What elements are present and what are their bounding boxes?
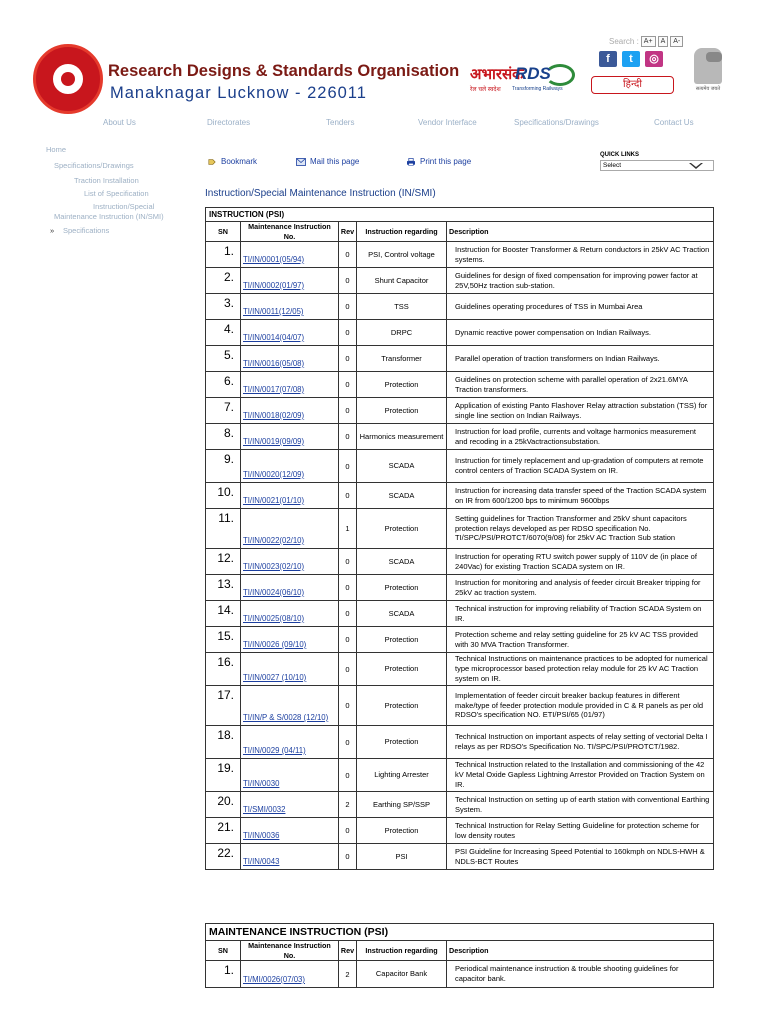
row-number-cell — [241, 320, 339, 346]
row-sn: 16. — [206, 653, 241, 686]
row-rev: 0 — [339, 601, 357, 627]
row-sn: 1. — [206, 961, 241, 988]
font-normal-button[interactable]: A — [658, 36, 669, 47]
chevron-down-icon — [689, 163, 703, 169]
row-sn: 1. — [206, 242, 241, 268]
row-number-cell — [241, 759, 339, 792]
main-nav — [0, 118, 768, 132]
national-emblem — [688, 48, 728, 96]
row-description: Guidelines for design of fixed compensation for improving power factor at 25V,50Hz traction sub-station. — [447, 268, 714, 294]
row-rev: 0 — [339, 268, 357, 294]
row-sn: 11. — [206, 509, 241, 549]
table-row — [206, 346, 714, 372]
table-row — [206, 294, 714, 320]
row-regarding: Protection — [357, 398, 447, 424]
nav-about-us[interactable]: About Us — [103, 118, 136, 127]
rdso-hindi: अभारसंक — [470, 66, 524, 83]
row-regarding: PSI, Control voltage — [357, 242, 447, 268]
instruction-link[interactable]: TI/IN/0020(12/09) — [243, 470, 305, 479]
row-number-cell — [241, 424, 339, 450]
instruction-link[interactable]: TI/IN/0036 — [243, 831, 280, 840]
instruction-link[interactable]: TI/MI/0026(07/03) — [243, 975, 305, 984]
row-regarding: Protection — [357, 372, 447, 398]
sidebar-item-instruction-special[interactable]: Instruction/Special — [93, 202, 155, 211]
row-rev: 0 — [339, 242, 357, 268]
table-row — [206, 653, 714, 686]
row-sn: 15. — [206, 627, 241, 653]
row-sn: 3. — [206, 294, 241, 320]
row-description: Implementation of feeder circuit breaker backup features in different make/type of feeder protection module provided in C & R panels as per old RDSO's specification NO. ETI/PSI/65 (01/97) — [447, 686, 714, 726]
row-rev: 0 — [339, 483, 357, 509]
instruction-link[interactable]: TI/IN/0026 (09/10) — [243, 640, 307, 649]
font-increase-button[interactable]: A+ — [641, 36, 656, 47]
row-rev: 1 — [339, 509, 357, 549]
sidebar-item-specifications[interactable]: Specifications — [63, 226, 110, 235]
row-sn: 6. — [206, 372, 241, 398]
table-row — [206, 961, 714, 988]
row-number-cell — [241, 372, 339, 398]
search-label: Search : — [609, 37, 639, 46]
row-number-cell — [241, 346, 339, 372]
row-rev: 0 — [339, 398, 357, 424]
row-description: Instruction for Booster Transformer & Return conductors in 25kV AC Traction systems. — [447, 242, 714, 268]
nav-contact-us[interactable]: Contact Us — [654, 118, 694, 127]
page-title: Instruction/Special Maintenance Instruction (IN/SMI) — [205, 188, 436, 199]
row-description: Dynamic reactive power compensation on Indian Railways. — [447, 320, 714, 346]
indian-railways-logo — [33, 44, 103, 114]
row-description: Instruction for increasing data transfer speed of the Traction SCADA system on IR from 600/1200 bps to minimum 9600bps — [447, 483, 714, 509]
table-row — [206, 450, 714, 483]
row-description: Protection scheme and relay setting guideline for 25 kV AC TSS provided with 30 MVA Traction Transformer. — [447, 627, 714, 653]
row-number-cell — [241, 601, 339, 627]
row-sn: 12. — [206, 549, 241, 575]
row-regarding: SCADA — [357, 450, 447, 483]
row-number-cell — [241, 575, 339, 601]
site-header — [0, 0, 768, 115]
row-rev: 0 — [339, 818, 357, 844]
row-rev: 0 — [339, 726, 357, 759]
instruction-link[interactable]: TI/IN/P & S/0028 (12/10) — [243, 713, 329, 722]
row-rev: 0 — [339, 372, 357, 398]
row-rev: 0 — [339, 320, 357, 346]
row-number-cell — [241, 627, 339, 653]
instruction-link[interactable]: TI/IN/0024(06/10) — [243, 588, 305, 597]
row-description: Setting guidelines for Traction Transformer and 25kV shunt capacitors protection relays developed as per RDSO specification No. TI/SPC/PSI/PROTCT/6070(9/08) for 25kV AC Traction Sub station — [447, 509, 714, 549]
table-row — [206, 483, 714, 509]
table-row — [206, 818, 714, 844]
search-tools — [609, 36, 683, 47]
row-regarding: SCADA — [357, 483, 447, 509]
table-row — [206, 601, 714, 627]
table-row — [206, 549, 714, 575]
row-sn: 22. — [206, 844, 241, 870]
row-rev: 0 — [339, 575, 357, 601]
col-header-number: Maintenance Instruction No. — [241, 222, 339, 242]
row-sn: 2. — [206, 268, 241, 294]
instruction-table — [205, 207, 714, 870]
row-number-cell — [241, 792, 339, 818]
print-link[interactable] — [406, 157, 471, 166]
sidebar-item-traction-installation[interactable]: Traction Installation — [74, 176, 139, 185]
row-sn: 8. — [206, 424, 241, 450]
instruction-link[interactable]: TI/IN/0014(04/07) — [243, 333, 305, 342]
row-number-cell — [241, 549, 339, 575]
table-row — [206, 627, 714, 653]
rdso-tagline: Transforming Railways — [512, 86, 563, 92]
row-regarding: Protection — [357, 509, 447, 549]
instruction-link[interactable]: TI/IN/0019(09/09) — [243, 437, 305, 446]
nav-vendor-interface[interactable]: Vendor Interface — [418, 118, 477, 127]
instruction-link[interactable]: TI/IN/0002(01/97) — [243, 281, 305, 290]
row-rev: 0 — [339, 844, 357, 870]
row-description: Technical Instructions on maintenance practices to be adopted for numerical type microprocessor based protection relay module for 25 kV AC Traction system on IR. — [447, 653, 714, 686]
row-number-cell — [241, 483, 339, 509]
row-number-cell — [241, 653, 339, 686]
col-header-rev: Rev — [339, 941, 357, 961]
row-number-cell — [241, 961, 339, 988]
col-header-rev: Rev — [339, 222, 357, 242]
table-row — [206, 398, 714, 424]
instruction-link[interactable]: TI/IN/0011(12/05) — [243, 307, 304, 316]
row-description: Periodical maintenance instruction & trouble shooting guidelines for capacitor bank. — [447, 961, 714, 988]
row-description: Technical instruction for improving reliability of Traction SCADA System on IR. — [447, 601, 714, 627]
quick-links-select[interactable] — [600, 160, 714, 171]
table-row — [206, 509, 714, 549]
row-rev: 0 — [339, 424, 357, 450]
row-number-cell — [241, 818, 339, 844]
row-regarding: Protection — [357, 627, 447, 653]
row-rev: 0 — [339, 549, 357, 575]
maintenance-table — [205, 923, 714, 988]
row-regarding: SCADA — [357, 601, 447, 627]
rdso-tag-hindi: रेल चले स्वदेश — [470, 87, 501, 93]
row-regarding: Protection — [357, 726, 447, 759]
sidebar-item-maintenance-instruction[interactable]: Maintenance Instruction (IN/SMI) — [54, 212, 164, 221]
row-regarding: Protection — [357, 818, 447, 844]
print-icon — [406, 158, 416, 166]
row-rev: 0 — [339, 759, 357, 792]
table-row — [206, 759, 714, 792]
sidebar-bullet: » — [50, 226, 55, 235]
table-row — [206, 575, 714, 601]
row-rev: 0 — [339, 686, 357, 726]
rdso-swoosh-icon — [545, 64, 575, 86]
row-number-cell — [241, 844, 339, 870]
row-description: Parallel operation of traction transformers on Indian Railways. — [447, 346, 714, 372]
instruction-link[interactable]: TI/IN/0021(01/10) — [243, 496, 305, 505]
row-regarding: Lighting Arrester — [357, 759, 447, 792]
bookmark-icon — [207, 158, 217, 166]
instruction-link[interactable]: TI/IN/0027 (10/10) — [243, 673, 307, 682]
row-description: Guidelines operating procedures of TSS in Mumbai Area — [447, 294, 714, 320]
table-row — [206, 320, 714, 346]
table-caption: MAINTENANCE INSTRUCTION (PSI) — [206, 924, 714, 941]
row-rev: 0 — [339, 627, 357, 653]
nav-tenders[interactable]: Tenders — [326, 118, 355, 127]
row-sn: 7. — [206, 398, 241, 424]
row-sn: 10. — [206, 483, 241, 509]
row-sn: 5. — [206, 346, 241, 372]
row-rev: 0 — [339, 346, 357, 372]
nav-directorates[interactable]: Directorates — [207, 118, 251, 127]
row-sn: 18. — [206, 726, 241, 759]
col-header-sn: SN — [206, 941, 241, 961]
row-number-cell — [241, 242, 339, 268]
row-regarding: DRPC — [357, 320, 447, 346]
row-number-cell — [241, 398, 339, 424]
instruction-link[interactable]: TI/IN/0017(07/08) — [243, 385, 305, 394]
row-regarding: Harmonics measurement — [357, 424, 447, 450]
col-header-regarding: Instruction regarding — [357, 941, 447, 961]
row-number-cell — [241, 509, 339, 549]
row-sn: 21. — [206, 818, 241, 844]
emblem-text: सत्यमेव जयते — [695, 86, 721, 92]
instruction-link[interactable]: TI/IN/0030 — [243, 779, 280, 788]
row-description: Instruction for timely replacement and up-gradation of computers at remote control centers of Traction SCADA System on IR. — [447, 450, 714, 483]
twitter-icon[interactable]: t — [622, 51, 640, 67]
mail-link[interactable] — [296, 157, 359, 166]
table-row — [206, 792, 714, 818]
row-regarding: Protection — [357, 653, 447, 686]
mail-icon — [296, 158, 306, 166]
bookmark-link[interactable] — [207, 157, 257, 166]
print-label: Print this page — [420, 157, 472, 166]
sidebar-item-specifications-drawings[interactable]: Specifications/Drawings — [54, 161, 134, 170]
rdso-logo — [470, 64, 578, 96]
row-regarding: Protection — [357, 575, 447, 601]
mail-label: Mail this page — [310, 157, 360, 166]
row-regarding: Shunt Capacitor — [357, 268, 447, 294]
row-number-cell — [241, 726, 339, 759]
instagram-icon[interactable]: ◎ — [645, 51, 663, 67]
row-sn: 9. — [206, 450, 241, 483]
row-description: Instruction for monitoring and analysis of feeder circuit Breaker tripping for 25kV ac traction system. — [447, 575, 714, 601]
col-header-regarding: Instruction regarding — [357, 222, 447, 242]
row-description: PSI Guideline for Increasing Speed Potential to 160kmph on NDLS-HWH & NDLS-BCT Routes — [447, 844, 714, 870]
row-regarding: PSI — [357, 844, 447, 870]
row-regarding: Transformer — [357, 346, 447, 372]
table-row — [206, 268, 714, 294]
org-address: Manaknagar Lucknow - 226011 — [110, 84, 367, 102]
table-row — [206, 424, 714, 450]
row-sn: 14. — [206, 601, 241, 627]
sidebar-item-home[interactable]: Home — [46, 145, 67, 154]
instruction-link[interactable]: TI/IN/0023(02/10) — [243, 562, 305, 571]
row-sn: 20. — [206, 792, 241, 818]
facebook-icon[interactable]: f — [599, 51, 617, 67]
row-rev: 2 — [339, 792, 357, 818]
table-row — [206, 686, 714, 726]
row-sn: 17. — [206, 686, 241, 726]
row-regarding: Capacitor Bank — [357, 961, 447, 988]
nav-specifications-drawings[interactable]: Specifications/Drawings — [514, 118, 599, 127]
row-number-cell — [241, 294, 339, 320]
org-name: Research Designs & Standards Organisation — [108, 62, 460, 80]
instruction-link[interactable]: TI/IN/0022(02/10) — [243, 536, 305, 545]
row-rev: 0 — [339, 294, 357, 320]
quick-links-value: Select — [603, 162, 622, 169]
table-row — [206, 242, 714, 268]
row-description: Guidelines on protection scheme with parallel operation of 2x21.6MYA Traction transformers. — [447, 372, 714, 398]
instruction-link[interactable]: TI/IN/0018(02/09) — [243, 411, 305, 420]
row-regarding: TSS — [357, 294, 447, 320]
table-row — [206, 726, 714, 759]
row-description: Technical Instruction on setting up of earth station with conventional Earthing System. — [447, 792, 714, 818]
row-description: Technical Instruction for Relay Setting Guideline for protection scheme for low density routes — [447, 818, 714, 844]
bookmark-label: Bookmark — [221, 157, 258, 166]
rdso-text: RDS — [515, 64, 551, 83]
row-description: Instruction for load profile, currents and voltage harmonics measurement and recoding in a 25kVactractionsubstation. — [447, 424, 714, 450]
row-regarding: Earthing SP/SSP — [357, 792, 447, 818]
font-decrease-button[interactable]: A- — [670, 36, 683, 47]
row-sn: 19. — [206, 759, 241, 792]
row-description: Technical Instruction related to the Installation and commissioning of the 42 kV Metal Oxide Gapless Lightning Arrestor Provided on Traction System on IR. — [447, 759, 714, 792]
table-row — [206, 372, 714, 398]
table-caption: INSTRUCTION (PSI) — [206, 208, 714, 222]
instruction-link[interactable]: TI/IN/0029 (04/11) — [243, 746, 306, 755]
col-header-sn: SN — [206, 222, 241, 242]
row-number-cell — [241, 450, 339, 483]
row-description: Technical Instruction on important aspects of relay setting of vectorial Delta I relays as per RDSO's Specification No. TI/SPC/PSI/PROTCT/1982. — [447, 726, 714, 759]
row-number-cell — [241, 686, 339, 726]
instruction-link[interactable]: TI/IN/0001(05/94) — [243, 255, 305, 264]
row-rev: 0 — [339, 653, 357, 686]
row-rev: 0 — [339, 450, 357, 483]
row-regarding: Protection — [357, 686, 447, 726]
col-header-description: Description — [447, 222, 714, 242]
instruction-link[interactable]: TI/IN/0043 — [243, 857, 280, 866]
row-regarding: SCADA — [357, 549, 447, 575]
row-number-cell — [241, 268, 339, 294]
hindi-language-button[interactable]: हिन्दी — [591, 76, 674, 94]
col-header-description: Description — [447, 941, 714, 961]
table-row — [206, 844, 714, 870]
col-header-number: Maintenance Instruction No. — [241, 941, 339, 961]
instruction-link[interactable]: TI/IN/0016(05/08) — [243, 359, 305, 368]
row-description: Instruction for operating RTU switch power supply of 110V de (in place of 240Vac) for existing Traction SCADA system on IR. — [447, 549, 714, 575]
instruction-link[interactable]: TI/IN/0025(08/10) — [243, 614, 305, 623]
row-sn: 4. — [206, 320, 241, 346]
sidebar-item-list-of-specification[interactable]: List of Specification — [84, 189, 149, 198]
row-sn: 13. — [206, 575, 241, 601]
row-description: Application of existing Panto Flashover Relay attraction substation (TSS) for single line section on Indian Railways. — [447, 398, 714, 424]
row-rev: 2 — [339, 961, 357, 988]
instruction-link[interactable]: TI/SMI/0032 — [243, 805, 286, 814]
quick-links-label: QUICK LINKS — [600, 152, 639, 158]
